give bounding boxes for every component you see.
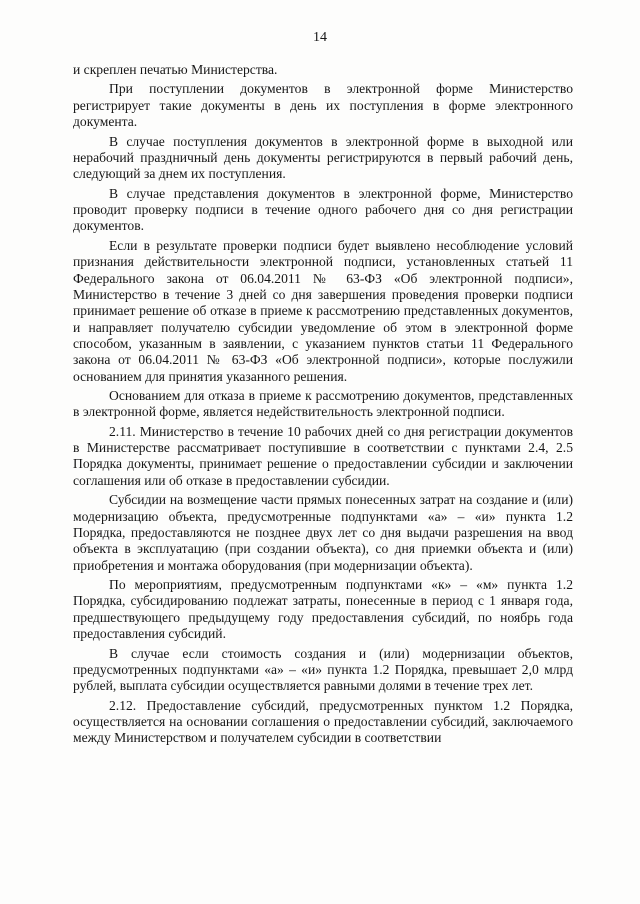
paragraph-2-12: 2.12. Предоставление субсидий, предусмотренных пунктом 1.2 Порядка, осуществляется на основании соглашения о предоставлении субсидий, заключаемого между Министерством и получателем субсидии в соответствии — [73, 697, 573, 746]
paragraph-2-11: 2.11. Министерство в течение 10 рабочих дней со дня регистрации документов в Министерстве рассматривает поступившие в соответствии с пунктами 2.4, 2.5 Порядка документы, принимает решение о предоставлении субсидии и заключении соглашения или об отказе в предоставлении субсидии. — [73, 423, 573, 488]
paragraph-continuation: и скреплен печатью Министерства. — [73, 62, 278, 77]
paragraph-signature-check: В случае представления документов в электронной форме, Министерство проводит проверку подписи в течение одного рабочего дня со дня регистрации документов. — [73, 185, 573, 234]
paragraph-signature-invalid: Если в результате проверки подписи будет выявлено несоблюдение условий признания действительности электронной подписи, установленных статьей 11 Федерального закона от 06.04.2011 № 63-ФЗ «Об электронной подписи», Министерство в течение 3 дней со дня завершения проведения проверки подписи принимает решение об отказе в приеме к рассмотрению представленных документов, и направляет получателю субсидии уведомление об этом в электронной форме способом, указанным в заявлении, с указанием пунктов статьи 11 Федерального закона от 06.04.2011 № 63-ФЗ «Об электронной подписи», которые послужили основанием для принятия указанного решения. — [73, 237, 573, 384]
document-body — [73, 62, 573, 750]
paragraph-refusal-basis: Основанием для отказа в приеме к рассмотрению документов, представленных в электронной форме, является недействительность электронной подписи. — [73, 388, 573, 420]
paragraph-events-k-m: По мероприятиям, предусмотренным подпунктами «к» – «м» пункта 1.2 Порядка, субсидированию подлежат затраты, понесенные в период с 1 января года, предшествующего предыдущему году предоставления субсидий, по ноябрь года предоставления субсидий. — [73, 577, 573, 642]
paragraph-cost-threshold: В случае если стоимость создания и (или) модернизации объектов, предусмотренных подпунктами «а» – «и» пункта 1.2 Порядка, превышает 2,0 млрд рублей, выплата субсидии осуществляется равными долями в течение трех лет. — [73, 645, 573, 694]
page-number: 14 — [313, 30, 327, 45]
paragraph-subsidy-terms: Субсидии на возмещение части прямых понесенных затрат на создание и (или) модернизацию объекта, предусмотренные подпунктами «а» – «и» пункта 1.2 Порядка, предоставляются не позднее двух лет со дня выдачи разрешения на ввод объекта в эксплуатацию (при создании объекта), со дня приемки объекта и (или) приобретения и монтажа оборудования (при модернизации объекта). — [73, 492, 573, 573]
paragraph-registration: При поступлении документов в электронной форме Министерство регистрирует такие документы в день их поступления в форме электронного документа. — [73, 81, 573, 130]
paragraph-holiday-registration: В случае поступления документов в электронной форме в выходной или нерабочий праздничный день документы регистрируются в первый рабочий день, следующий за днем их поступления. — [73, 133, 573, 182]
